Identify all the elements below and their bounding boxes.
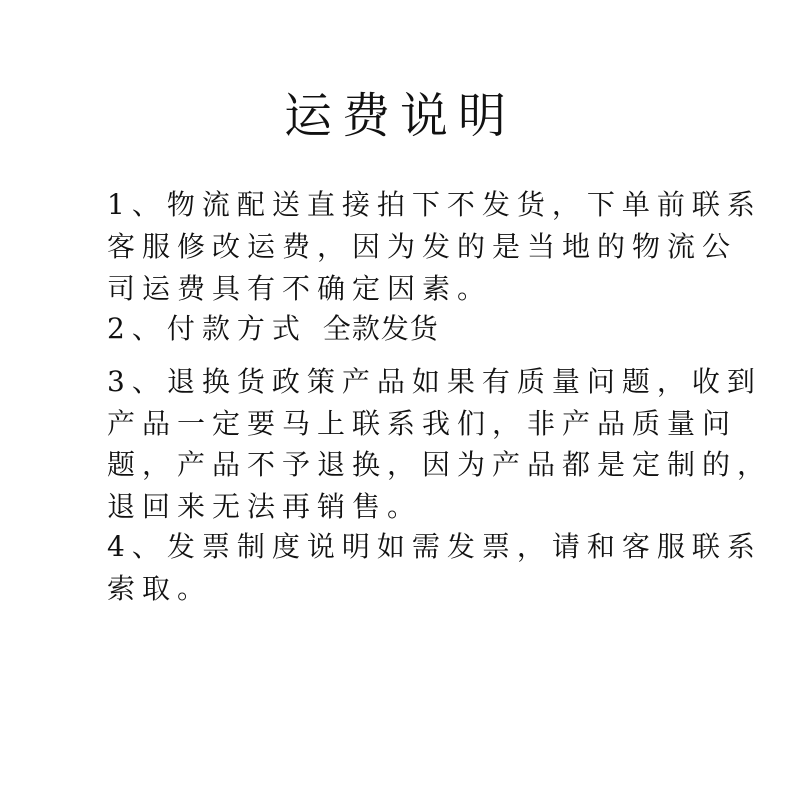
item-3-line-4: 退回来无法再销售。 [107, 490, 423, 523]
item-4-line-1: 4、发票制度说明如需发票，请和客服联系 [107, 530, 762, 563]
item-4-line-2: 索取。 [107, 572, 213, 605]
payment-method-label: 2、付款方式 [107, 312, 307, 345]
item-1-line-3: 司运费具有不确定因素。 [107, 272, 493, 305]
item-1-line-1: 1、物流配送直接拍下不发货，下单前联系 [107, 188, 762, 221]
item-2-line [107, 311, 439, 347]
payment-method-value: 全款发货 [322, 312, 439, 345]
item-1-line-2: 客服修改运费，因为发的是当地的物流公 [107, 230, 738, 263]
page-title: 运费说明 [283, 88, 516, 144]
item-3-line-2: 产品一定要马上联系我们，非产品质量问 [107, 407, 738, 440]
item-3-line-3: 题，产品不予退换，因为产品都是定制的， [107, 448, 773, 481]
item-3-line-1: 3、退换货政策产品如果有质量问题，收到 [107, 365, 762, 398]
